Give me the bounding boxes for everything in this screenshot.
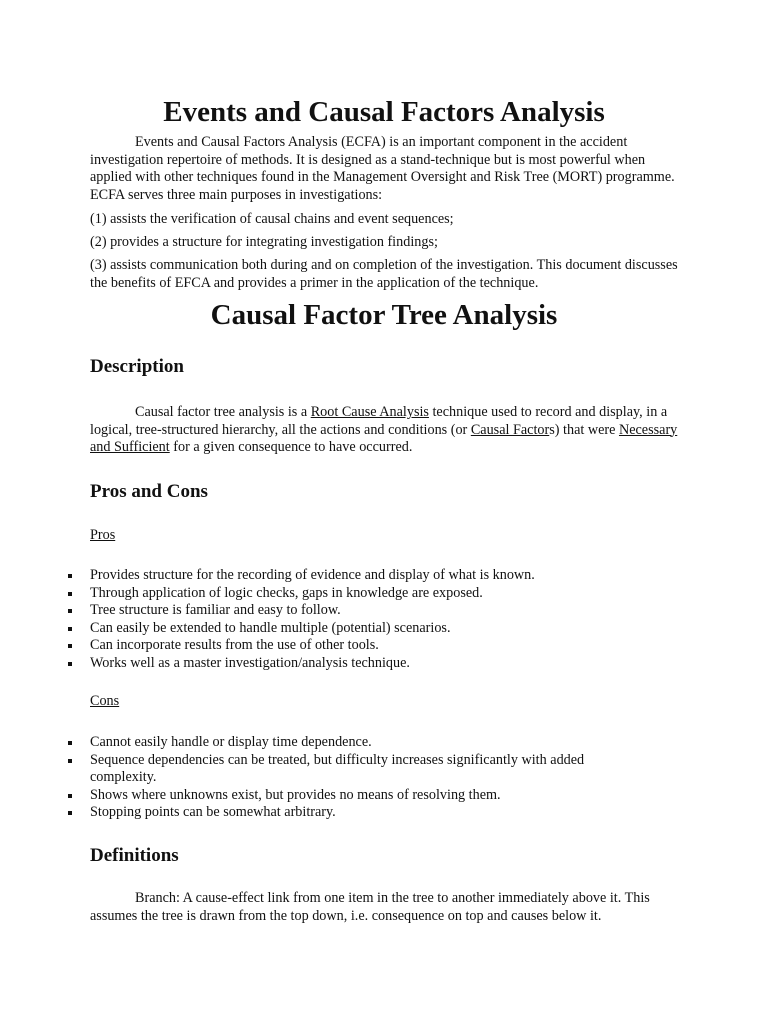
definitions-heading: Definitions	[90, 845, 179, 866]
pros-item-text: Can easily be extended to handle multiple (potential) scenarios.	[90, 619, 451, 636]
section-title: Causal Factor Tree Analysis	[210, 299, 558, 331]
pros-item-text: Works well as a master investigation/analysis technique.	[90, 654, 410, 671]
pros-item	[0, 602, 620, 620]
pros-label: Pros	[90, 527, 116, 543]
causal-factor-link[interactable]: Causal Factor	[470, 421, 550, 438]
pros-item	[0, 655, 620, 673]
description-paragraph	[90, 404, 690, 457]
pros-list	[0, 567, 700, 673]
cons-item-text: Cannot easily handle or display time dependence.	[90, 734, 372, 750]
bullet-icon	[68, 741, 72, 745]
description-text-c: s) that were	[549, 421, 619, 438]
description-text-b: technique used to record and display, in a logical, tree-structured hierarchy, all the actions and conditions (or	[90, 404, 668, 438]
bullet-icon	[68, 592, 72, 596]
cons-item-text: Stopping points can be somewhat arbitrary.	[90, 804, 336, 821]
cons-item	[0, 804, 620, 822]
cons-label: Cons	[90, 693, 120, 709]
description-heading: Description	[90, 356, 184, 377]
pros-item	[0, 620, 620, 638]
document-title: Events and Causal Factors Analysis	[163, 96, 605, 128]
cons-list	[0, 734, 700, 822]
pros-item-text: Tree structure is familiar and easy to follow.	[90, 602, 341, 619]
intro-item-3: (3) assists communication both during and on completion of the investigation. This document discusses the benefits of EFCA and provides a primer in the application of the technique.	[90, 257, 678, 291]
bullet-icon	[68, 759, 72, 763]
description-text-d: for a given consequence to have occurred.	[169, 439, 413, 456]
definition-branch: Branch: A cause-effect link from one item in the tree to another immediately above it. This assumes the tree is drawn from the top down, i.e. consequence on top and causes below it.	[90, 890, 650, 924]
pros-item-text: Through application of logic checks, gaps in knowledge are exposed.	[90, 584, 483, 601]
necessary-and-sufficient-link[interactable]: Necessary and Sufficient	[90, 421, 678, 456]
bullet-icon	[68, 662, 72, 666]
intro-item-1: (1) assists the verification of causal chains and event sequences;	[90, 211, 454, 227]
description-text-a: Causal factor tree analysis is a	[135, 404, 311, 420]
bullet-icon	[68, 609, 72, 613]
cons-item-text: Shows where unknowns exist, but provides no means of resolving them.	[90, 786, 501, 803]
bullet-icon	[68, 574, 72, 578]
pros-cons-heading: Pros and Cons	[90, 481, 208, 502]
intro-item-2: (2) provides a structure for integrating investigation findings;	[90, 234, 438, 250]
bullet-icon	[68, 794, 72, 798]
cons-item	[0, 752, 620, 787]
bullet-icon	[68, 627, 72, 631]
pros-item	[0, 567, 620, 585]
cons-item	[0, 787, 620, 805]
root-cause-analysis-link[interactable]: Root Cause Analysis	[310, 404, 429, 420]
bullet-icon	[68, 811, 72, 815]
intro-paragraph: Events and Causal Factors Analysis (ECFA) is an important component in the accident investigation repertoire of methods. It is designed as a stand-technique but is most powerful when applied with other techniques found in the Management Oversight and Risk Tree (MORT) programme. ECFA serves three main purposes in investigations:	[90, 134, 675, 203]
pros-item-text: Provides structure for the recording of evidence and display of what is known.	[90, 567, 535, 583]
cons-item	[0, 734, 620, 752]
pros-item	[0, 637, 620, 655]
cons-item-text: Sequence dependencies can be treated, but difficulty increases significantly with added complexity.	[90, 751, 585, 786]
pros-item-text: Can incorporate results from the use of other tools.	[90, 637, 379, 654]
pros-item	[0, 585, 620, 603]
bullet-icon	[68, 644, 72, 648]
